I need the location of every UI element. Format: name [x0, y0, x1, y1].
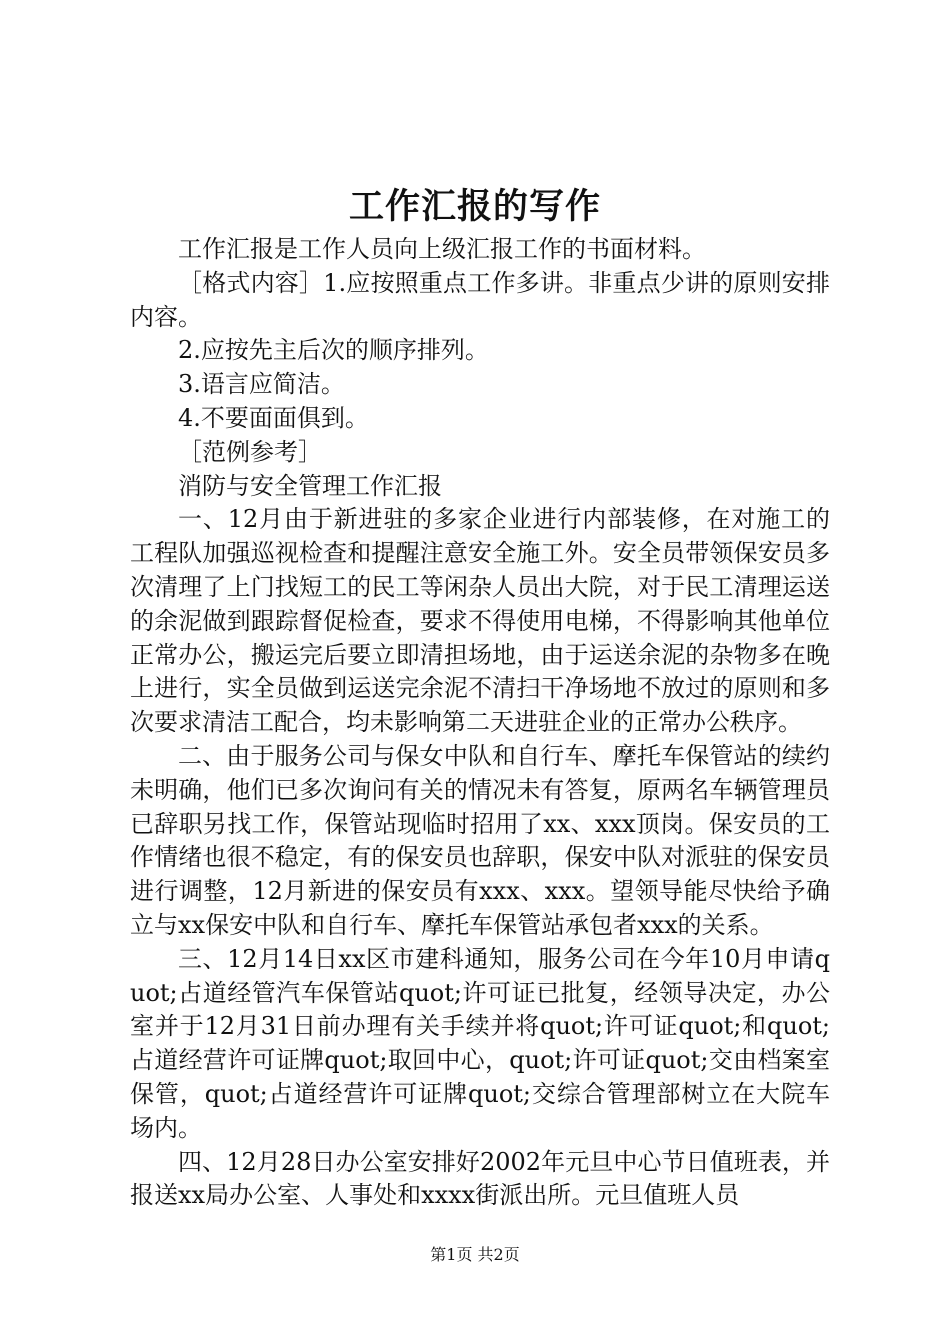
paragraph-intro: 工作汇报是工作人员向上级汇报工作的书面材料。: [178, 235, 706, 263]
paragraph-format-item-4: 4.不要面面俱到。: [178, 403, 369, 432]
paragraph-section-1: 一、12月由于新进驻的多家企业进行内部装修，在对施工的工程队加强巡视检查和提醒注意安全施工外。安全员带领保安员多次清理了上门找短工的民工等闲杂人员出大院，对于民工清理运送的余泥做到跟踪督促检查，要求不得使用电梯，不得影响其他单位正常办公，搬运完后要立即清担场地，由于运送余泥的杂物多在晚上进行，实全员做到运送完余泥不清扫干净场地不放过的原则和多次要求清洁工配合，均未影响第二天进驻企业的正常办公秩序。: [130, 505, 830, 737]
paragraph-example-heading: ［范例参考］: [178, 437, 322, 466]
paragraph-format-item-2: 2.应按先主后次的顺序排列。: [178, 336, 489, 365]
document-title: 工作汇报的写作: [348, 186, 601, 227]
paragraph-section-4: 四、12月28日办公室安排好2002年元旦中心节日值班表，并报送xx局办公室、人事处和xxxx街派出所。元旦值班人员: [130, 1147, 830, 1210]
paragraph-section-3: 三、12月14日xx区市建科通知，服务公司在今年10月申请quot;占道经管汽车保管站quot;许可证已批复，经领导决定，办公室并于12月31日前办理有关手续并将quot;许可证quot;和quot;占道经营许可证牌quot;取回中心，quot;许可证quot;交由档案室保管，quot;占道经营许可证牌quot;交综合管理部树立在大院车场内。: [130, 944, 830, 1142]
document-body: [130, 233, 830, 1213]
paragraph-format-item-3: 3.语言应简洁。: [178, 370, 345, 399]
paragraph-format-content: ［格式内容］1.应按照重点工作多讲。非重点少讲的原则安排内容。: [130, 268, 830, 331]
page-number-footer: 第1页 共2页: [430, 1245, 520, 1264]
paragraph-example-title: 消防与安全管理工作汇报: [178, 471, 442, 500]
paragraph-section-2: 二、由于服务公司与保女中队和自行车、摩托车保管站的续约未明确，他们已多次询问有关的情况未有答复，原两名车辆管理员已辞职另找工作，保管站现临时招用了xx、xxx顶岗。保安员的工作情绪也很不稳定，有的保安员也辞职，保安中队对派驻的保安员进行调整，12月新进的保安员有xxx、xxx。望领导能尽快给予确立与xx保安中队和自行车、摩托车保管站承包者xxx的关系。: [130, 741, 830, 939]
